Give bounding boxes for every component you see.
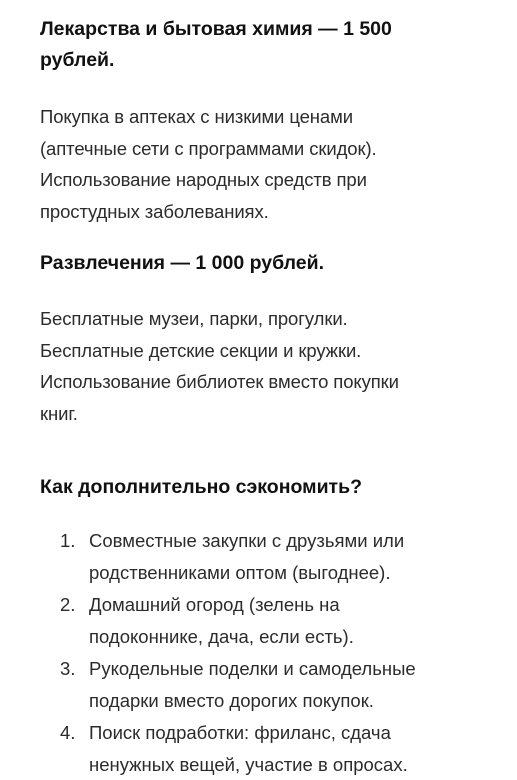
tip-line: Рукодельные поделки и самодельные bbox=[89, 653, 487, 685]
body-line: Использование библиотек вместо покупки bbox=[40, 366, 487, 398]
tip-item bbox=[40, 589, 487, 652]
tip-item bbox=[40, 525, 487, 588]
body-line: Бесплатные детские секции и кружки. bbox=[40, 335, 487, 367]
tip-item bbox=[40, 717, 487, 780]
tip-number: 4. bbox=[60, 717, 75, 749]
tip-item bbox=[40, 653, 487, 716]
body-line: Покупка в аптеках с низкими ценами bbox=[40, 101, 487, 133]
body-line: простудных заболеваниях. bbox=[40, 196, 487, 228]
section-heading-medicine bbox=[40, 14, 487, 76]
tip-line: подарки вместо дорогих покупок. bbox=[89, 685, 487, 717]
section-body-medicine bbox=[40, 101, 487, 227]
heading-line: Лекарства и бытовая химия — 1 500 bbox=[40, 14, 487, 45]
heading-line: рублей. bbox=[40, 45, 487, 76]
tips-heading: Как дополнительно сэкономить? bbox=[40, 472, 487, 503]
tips-list bbox=[40, 525, 487, 780]
section-heading-entertainment bbox=[40, 248, 487, 279]
tip-number: 2. bbox=[60, 589, 75, 621]
tip-line: родственниками оптом (выгоднее). bbox=[89, 557, 487, 589]
tip-line: Поиск подработки: фриланс, сдача bbox=[89, 717, 487, 749]
tip-number: 1. bbox=[60, 525, 75, 557]
tip-line: ненужных вещей, участие в опросах. bbox=[89, 749, 487, 780]
heading-line: Развлечения — 1 000 рублей. bbox=[40, 248, 487, 279]
tip-line: Домашний огород (зелень на bbox=[89, 589, 487, 621]
tip-line: Совместные закупки с друзьями или bbox=[89, 525, 487, 557]
tip-number: 3. bbox=[60, 653, 75, 685]
section-body-entertainment bbox=[40, 303, 487, 429]
body-line: Бесплатные музеи, парки, прогулки. bbox=[40, 303, 487, 335]
body-line: Использование народных средств при bbox=[40, 164, 487, 196]
body-line: книг. bbox=[40, 398, 487, 430]
tip-line: подоконнике, дача, если есть). bbox=[89, 621, 487, 653]
body-line: (аптечные сети с программами скидок). bbox=[40, 133, 487, 165]
